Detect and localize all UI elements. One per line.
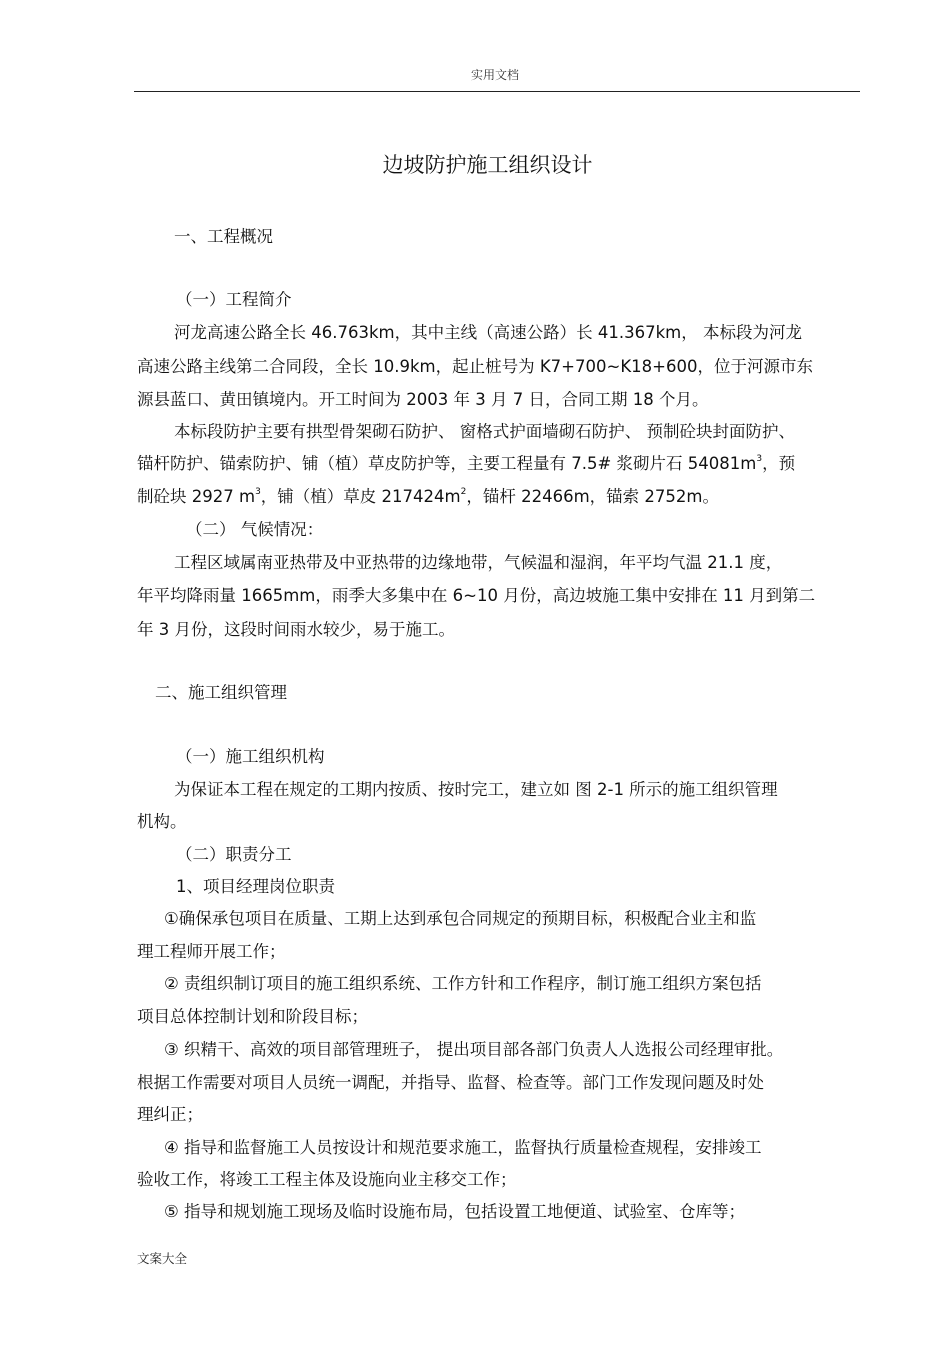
subsection-heading-2-2: （二）职责分工 bbox=[176, 845, 292, 864]
paragraph-line: 本标段防护主要有拱型骨架砌石防护、 窗格式护面墙砌石防护、 预制砼块封面防护、 bbox=[174, 422, 795, 441]
duty-line: ② 责组织制订项目的施工组织系统、工作方针和工作程序，制订施工组织方案包括 bbox=[164, 974, 762, 993]
duty-line: 验收工作，将竣工工程主体及设施向业主移交工作； bbox=[137, 1170, 517, 1189]
paragraph-line bbox=[137, 486, 719, 508]
duty-line: 理工程师开展工作； bbox=[137, 942, 286, 961]
duty-line: ④ 指导和监督施工人员按设计和规范要求施工，监督执行质量检查规程，安排竣工 bbox=[164, 1138, 762, 1157]
superscript: 3 bbox=[255, 487, 261, 497]
header-rule bbox=[134, 91, 860, 92]
line-text: ，铺（植）草皮 217424m bbox=[260, 487, 461, 506]
duty-heading: 1、项目经理岗位职责 bbox=[176, 877, 335, 896]
duty-line: 根据工作需要对项目人员统一调配，并指导、监督、检查等。部门工作发现问题及时处 bbox=[137, 1073, 764, 1092]
superscript: 2 bbox=[460, 487, 467, 497]
duty-line: 理纠正； bbox=[137, 1105, 203, 1124]
paragraph-line: 工程区域属南亚热带及中亚热带的边缘地带，气候温和湿润，年平均气温 21.1 度， bbox=[174, 553, 783, 572]
running-header: 实用文档 bbox=[470, 68, 519, 82]
paragraph-line: 机构。 bbox=[137, 812, 187, 831]
section-heading-2: 二、施工组织管理 bbox=[155, 683, 287, 702]
superscript: 3 bbox=[756, 454, 763, 464]
subsection-heading-2-1: （一）施工组织机构 bbox=[176, 747, 325, 766]
paragraph-line: 河龙高速公路全长 46.763km，其中主线（高速公路）长 41.367km， 本标段为河龙 bbox=[174, 323, 802, 342]
line-text: ，预 bbox=[762, 454, 796, 473]
paragraph-line: 为保证本工程在规定的工期内按质、按时完工，建立如 图 2-1 所示的施工组织管理 bbox=[174, 780, 778, 799]
paragraph-line: 源县蓝口、黄田镇境内。开工时间为 2003 年 3 月 7 日，合同工期 18 个月。 bbox=[137, 390, 709, 409]
duty-line: ③ 织精干、高效的项目部管理班子， 提出项目部各部门负责人人选报公司经理审批。 bbox=[164, 1040, 784, 1059]
subsection-heading-1-2: （二） 气候情况： bbox=[186, 520, 324, 539]
paragraph-line bbox=[137, 453, 795, 475]
running-footer: 文案大全 bbox=[137, 1251, 188, 1266]
section-heading-1: 一、工程概况 bbox=[174, 227, 273, 246]
paragraph-line: 年 3 月份，这段时间雨水较少，易于施工。 bbox=[137, 620, 455, 639]
duty-line: 项目总体控制计划和阶段目标； bbox=[137, 1007, 368, 1026]
duty-line: ⑤ 指导和规划施工现场及临时设施布局，包括设置工地便道、试验室、仓库等； bbox=[164, 1202, 746, 1221]
paragraph-line: 高速公路主线第二合同段，全长 10.9km，起止桩号为 K7+700~K18+600，位于河源市东 bbox=[137, 357, 813, 376]
line-text: 制砼块 2927 m bbox=[137, 487, 256, 506]
line-text: ，锚杆 22466m，锚索 2752m。 bbox=[466, 487, 719, 506]
subsection-heading-1-1: （一）工程简介 bbox=[176, 290, 292, 309]
document-title: 边坡防护施工组织设计 bbox=[382, 153, 593, 177]
line-text: 锚杆防护、锚索防护、铺（植）草皮防护等，主要工程量有 7.5# 浆砌片石 54081m bbox=[137, 454, 757, 473]
paragraph-line: 年平均降雨量 1665mm，雨季大多集中在 6~10 月份，高边坡施工集中安排在 11 月到第二 bbox=[137, 586, 816, 605]
duty-line: ①确保承包项目在质量、工期上达到承包合同规定的预期目标，积极配合业主和监 bbox=[164, 909, 757, 928]
